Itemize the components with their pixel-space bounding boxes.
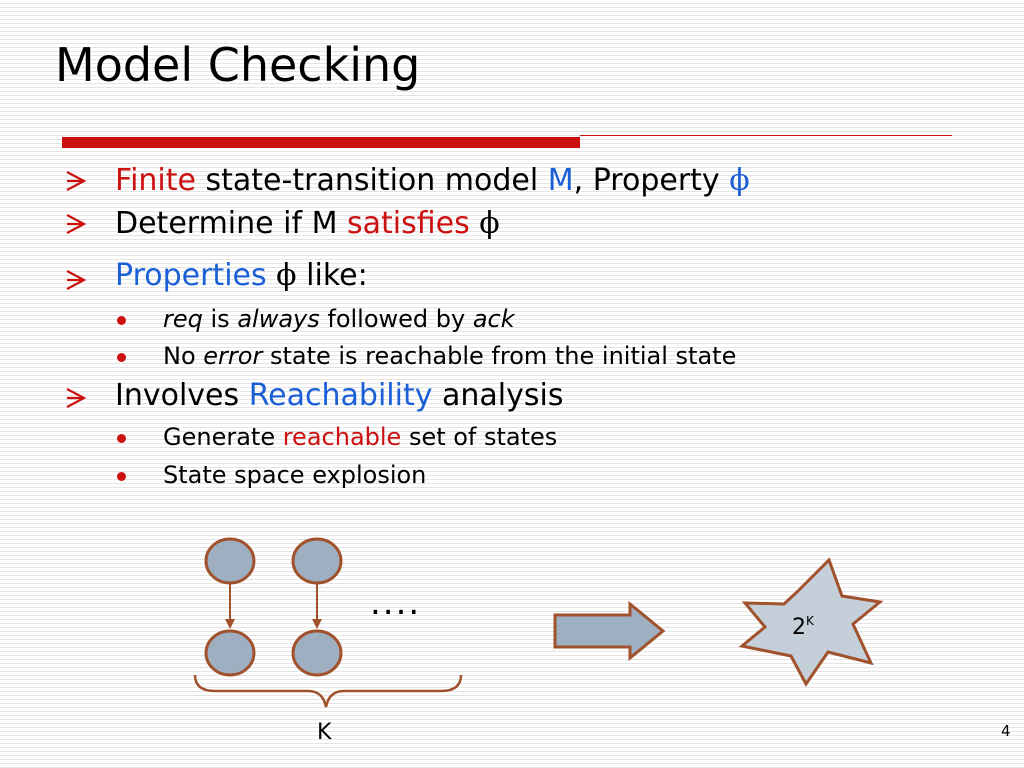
sub-bullet-explosion: State space explosion bbox=[163, 461, 427, 489]
state-count-label: $2^K$ bbox=[792, 614, 814, 640]
bullet-determine: Determine if M satisfies ϕ bbox=[115, 206, 500, 241]
bullet-properties: Properties ϕ like: bbox=[115, 258, 368, 293]
bullet-involves: Involves Reachability analysis bbox=[115, 378, 564, 413]
state-node-pair-2 bbox=[293, 539, 341, 675]
ellipsis: .... bbox=[370, 583, 422, 623]
curly-brace bbox=[195, 675, 461, 707]
state-node bbox=[293, 631, 341, 675]
sub-bullet-req-ack: req is always followed by ack bbox=[163, 305, 515, 333]
block-arrow bbox=[555, 604, 663, 658]
bullet-finite-model: Finite state-transition model M, Property ϕ bbox=[115, 163, 750, 198]
state-node bbox=[206, 539, 254, 583]
brace-label: K bbox=[317, 720, 332, 745]
state-node bbox=[206, 631, 254, 675]
state-node bbox=[293, 539, 341, 583]
slide-title: Model Checking bbox=[55, 38, 421, 92]
sub-bullet-generate: Generate reachable set of states bbox=[163, 423, 558, 451]
state-node-pair-1 bbox=[206, 539, 254, 675]
sub-bullet-no-error: No error state is reachable from the initial state bbox=[163, 342, 737, 370]
page-number: 4 bbox=[1001, 722, 1011, 740]
